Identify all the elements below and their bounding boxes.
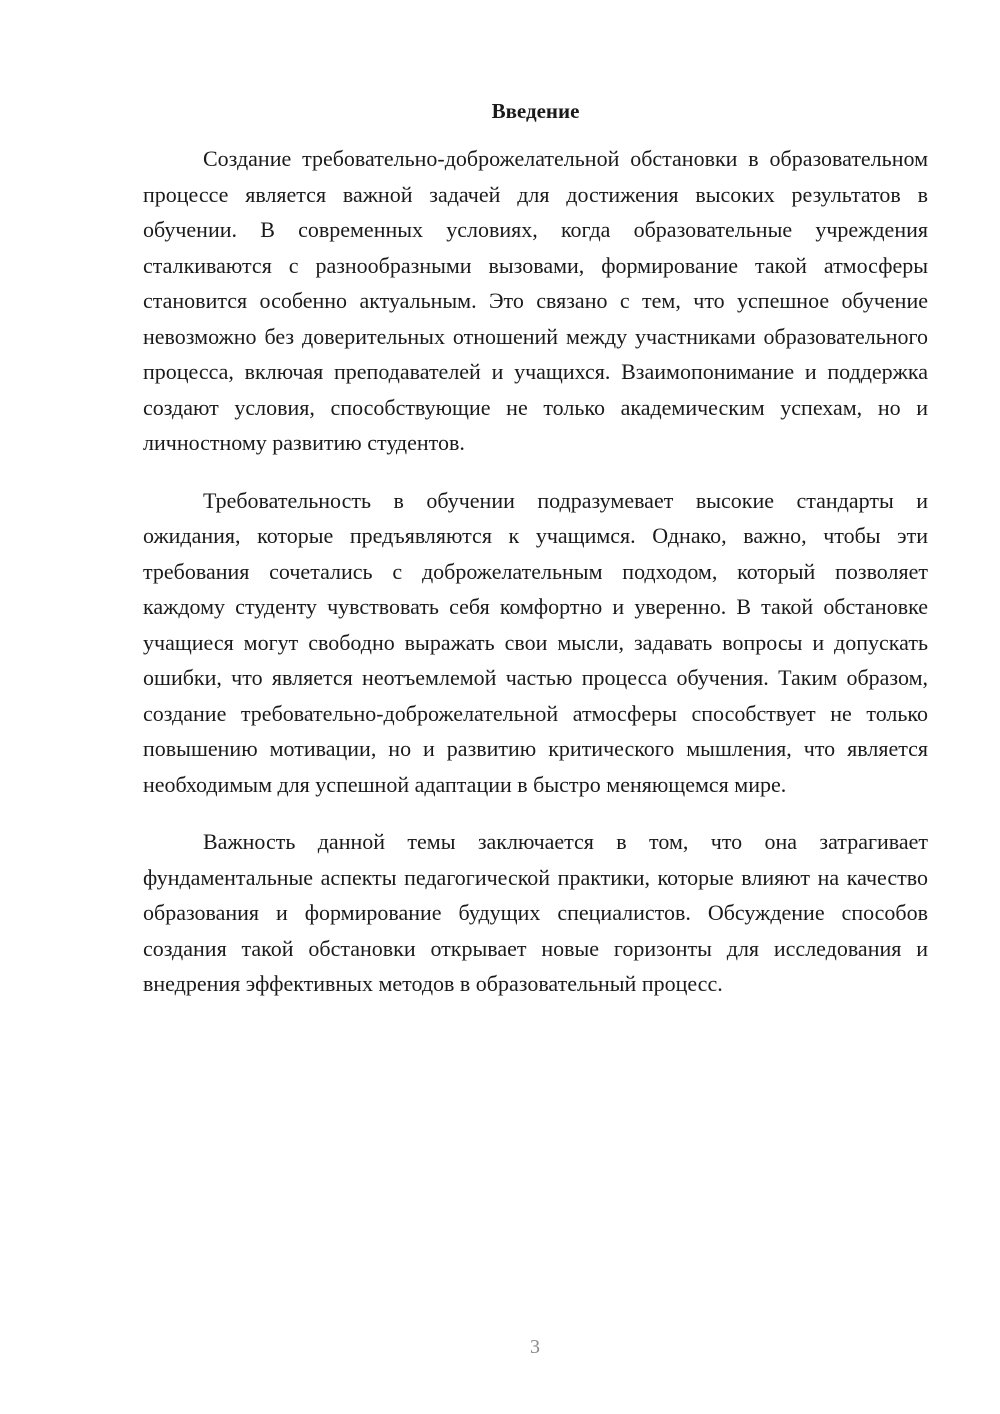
body-text [143,141,928,1024]
paragraph-2: Требовательность в обучении подразумевает высокие стандарты и ожидания, которые предъявляются к учащимся. Однако, важно, чтобы эти требования сочетались с доброжелательным подходом, который позволяет каждому студенту чувствовать себя комфортно и уверенно. В такой обстановке учащиеся могут свободно выражать свои мысли, задавать вопросы и допускать ошибки, что является неотъемлемой частью процесса обучения. Таким образом, создание требовательно-доброжелательной атмосферы способствует не только повышению мотивации, но и развитию критического мышления, что является необходимым для успешной адаптации в быстро меняющемся мире. [143,487,928,797]
paragraph-3: Важность данной темы заключается в том, что она затрагивает фундаментальные аспекты педагогической практики, которые влияют на качество образования и формирование будущих специалистов. Обсуждение способов создания такой обстановки открывает новые горизонты для исследования и внедрения эффективных методов в образовательный процесс. [143,829,928,996]
page-title: Введение [491,99,580,123]
page-number: 3 [530,1336,540,1358]
paragraph-1: Создание требовательно-доброжелательной обстановки в образовательном процессе является важной задачей для достижения высоких результатов в обучении. В современных условиях, когда образовательные учреждения сталкиваются с разнообразными вызовами, формирование такой атмосферы становится особенно актуальным. Это связано с тем, что успешное обучение невозможно без доверительных отношений между участниками образовательного процесса, включая преподавателей и учащихся. Взаимопонимание и поддержка создают условия, способствующие не только академическим успехам, но и личностному развитию студентов. [143,146,928,455]
